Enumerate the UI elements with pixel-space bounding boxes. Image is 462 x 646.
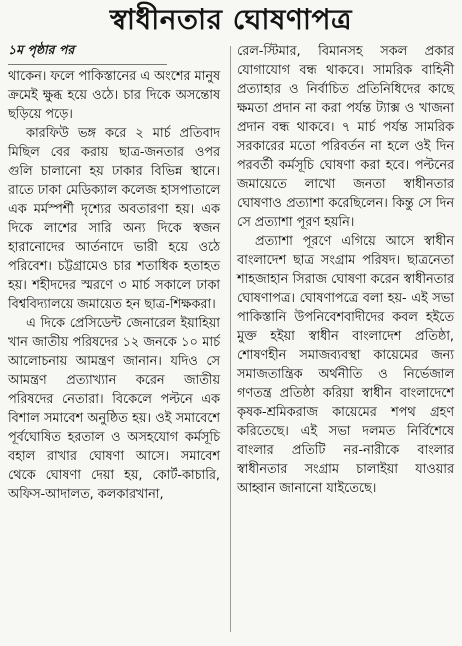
column-divider <box>230 46 231 632</box>
left-column <box>8 42 220 504</box>
headline: স্বাধীনতার ঘোষণাপত্র <box>109 3 353 36</box>
paragraph: থাকেন। ফলে পাকিস্তানের এ অংশের মানুষ ক্রমেই ক্ষুব্ধ হয়ে ওঠে। চার দিকে অসন্তোষ ছড়িয়ে পড়ে। <box>8 69 221 122</box>
paragraph: প্রত্যাশা পূরণে এগিয়ে আসে স্বাধীন বাংলাদেশ ছাত্র সংগ্রাম পরিষদ। ছাত্রনেতা শাহজাহান সিরাজ ঘোষণা করেন স্বাধীনতার ঘোষণাপত্র। ঘোষণাপত্রে বলা হয়- এই সভা পাকিস্তানি উপনিবেশবাদীদের কবল হইতে মুক্ত হইয়া স্বাধীন বাংলাদেশ প্রতিষ্ঠা, শোষণহীন সমাজব্যবস্থা কায়েমের জন্য সমাজতান্ত্রিক অর্থনীতি ও নির্ভেজাল গণতন্ত্র প্রতিষ্ঠা করিয়া স্বাধীন বাংলাদেশে কৃষক-শ্রমিকরাজ কায়েমের শপথ গ্রহণ করিতেছে। এই সভা দলমত নির্বিশেষে বাংলার প্রতিটি নর-নারীকে বাংলার স্বাধীনতার সংগ্রাম চালাইয়া যাওয়ার আহ্বান জানানো যাইতেছে। <box>237 234 454 496</box>
continued-from-label: ১ম পৃষ্ঠার পর <box>8 42 167 65</box>
paragraph: রেল-স্টিমার, বিমানসহ সকল প্রকার যোগাযোগ বন্ধ থাকবে। সামরিক বাহিনী প্রত্যাহার ও নির্বাচিত প্রতিনিধিদের কাছে ক্ষমতা প্রদান না করা পর্যন্ত ট্যাক্স ও খাজনা প্রদান বন্ধ থাকবে। ৭ মার্চ পর্যন্ত সামরিক সরকারের মতো পরিবর্তন না হলে ওই দিন পরবর্তী কর্মসূচি ঘোষণা করা হবে। পল্টনের জমায়েতে লাখো জনতা স্বাধীনতার ঘোষণাও প্রত্যাশা করেছিলেন। কিন্তু সে দিন সে প্রত্যাশা পূরণ হয়নি। <box>237 44 454 230</box>
paragraph: এ দিকে প্রেসিডেন্ট জেনারেল ইয়াহিয়া খান জাতীয় পরিষদের ১২ জনকে ১০ মার্চ আলোচনায় আমন্ত্রণ জানান। যদিও সে আমন্ত্রণ প্রত্যাখ্যান করেন জাতীয় পরিষদের নেতারা। বিকেলে পল্টনে এক বিশাল সমাবেশ অনুষ্ঠিত হয়। ওই সমাবেশে পূর্বঘোষিত হরতাল ও অসহযোগ কর্মসূচি বহাল রাখার ঘোষণা আসে। সমাবেশ থেকে ঘোষণা দেয়া হয়, কোর্ট-কাচারি, অফিস-আদালত, কলকারখানা, <box>8 316 220 502</box>
right-column <box>237 42 454 498</box>
paragraph: কারফিউ ভঙ্গ করে ২ মার্চ প্রতিবাদ মিছিল বের করায় ছাত্র-জনতার ওপর গুলি চালানো হয় ঢাকার বিভিন্ন স্থানে। রাতে ঢাকা মেডিক্যাল কলেজ হাসপাতালে এক মর্মস্পর্শী দৃশ্যের অবতারণা হয়। এক দিকে লাশের সারি অন্য দিকে স্বজন হারানোদের আর্তনাদে ভারী হয়ে ওঠে পরিবেশ। চট্টগ্রামেও চার শতাধিক হতাহত হয়। শহীদদের স্মরণে ৩ মার্চ সকালে ঢাকা বিশ্ববিদ্যালয়ে জমায়েত হন ছাত্র-শিক্ষকরা। <box>8 126 220 312</box>
